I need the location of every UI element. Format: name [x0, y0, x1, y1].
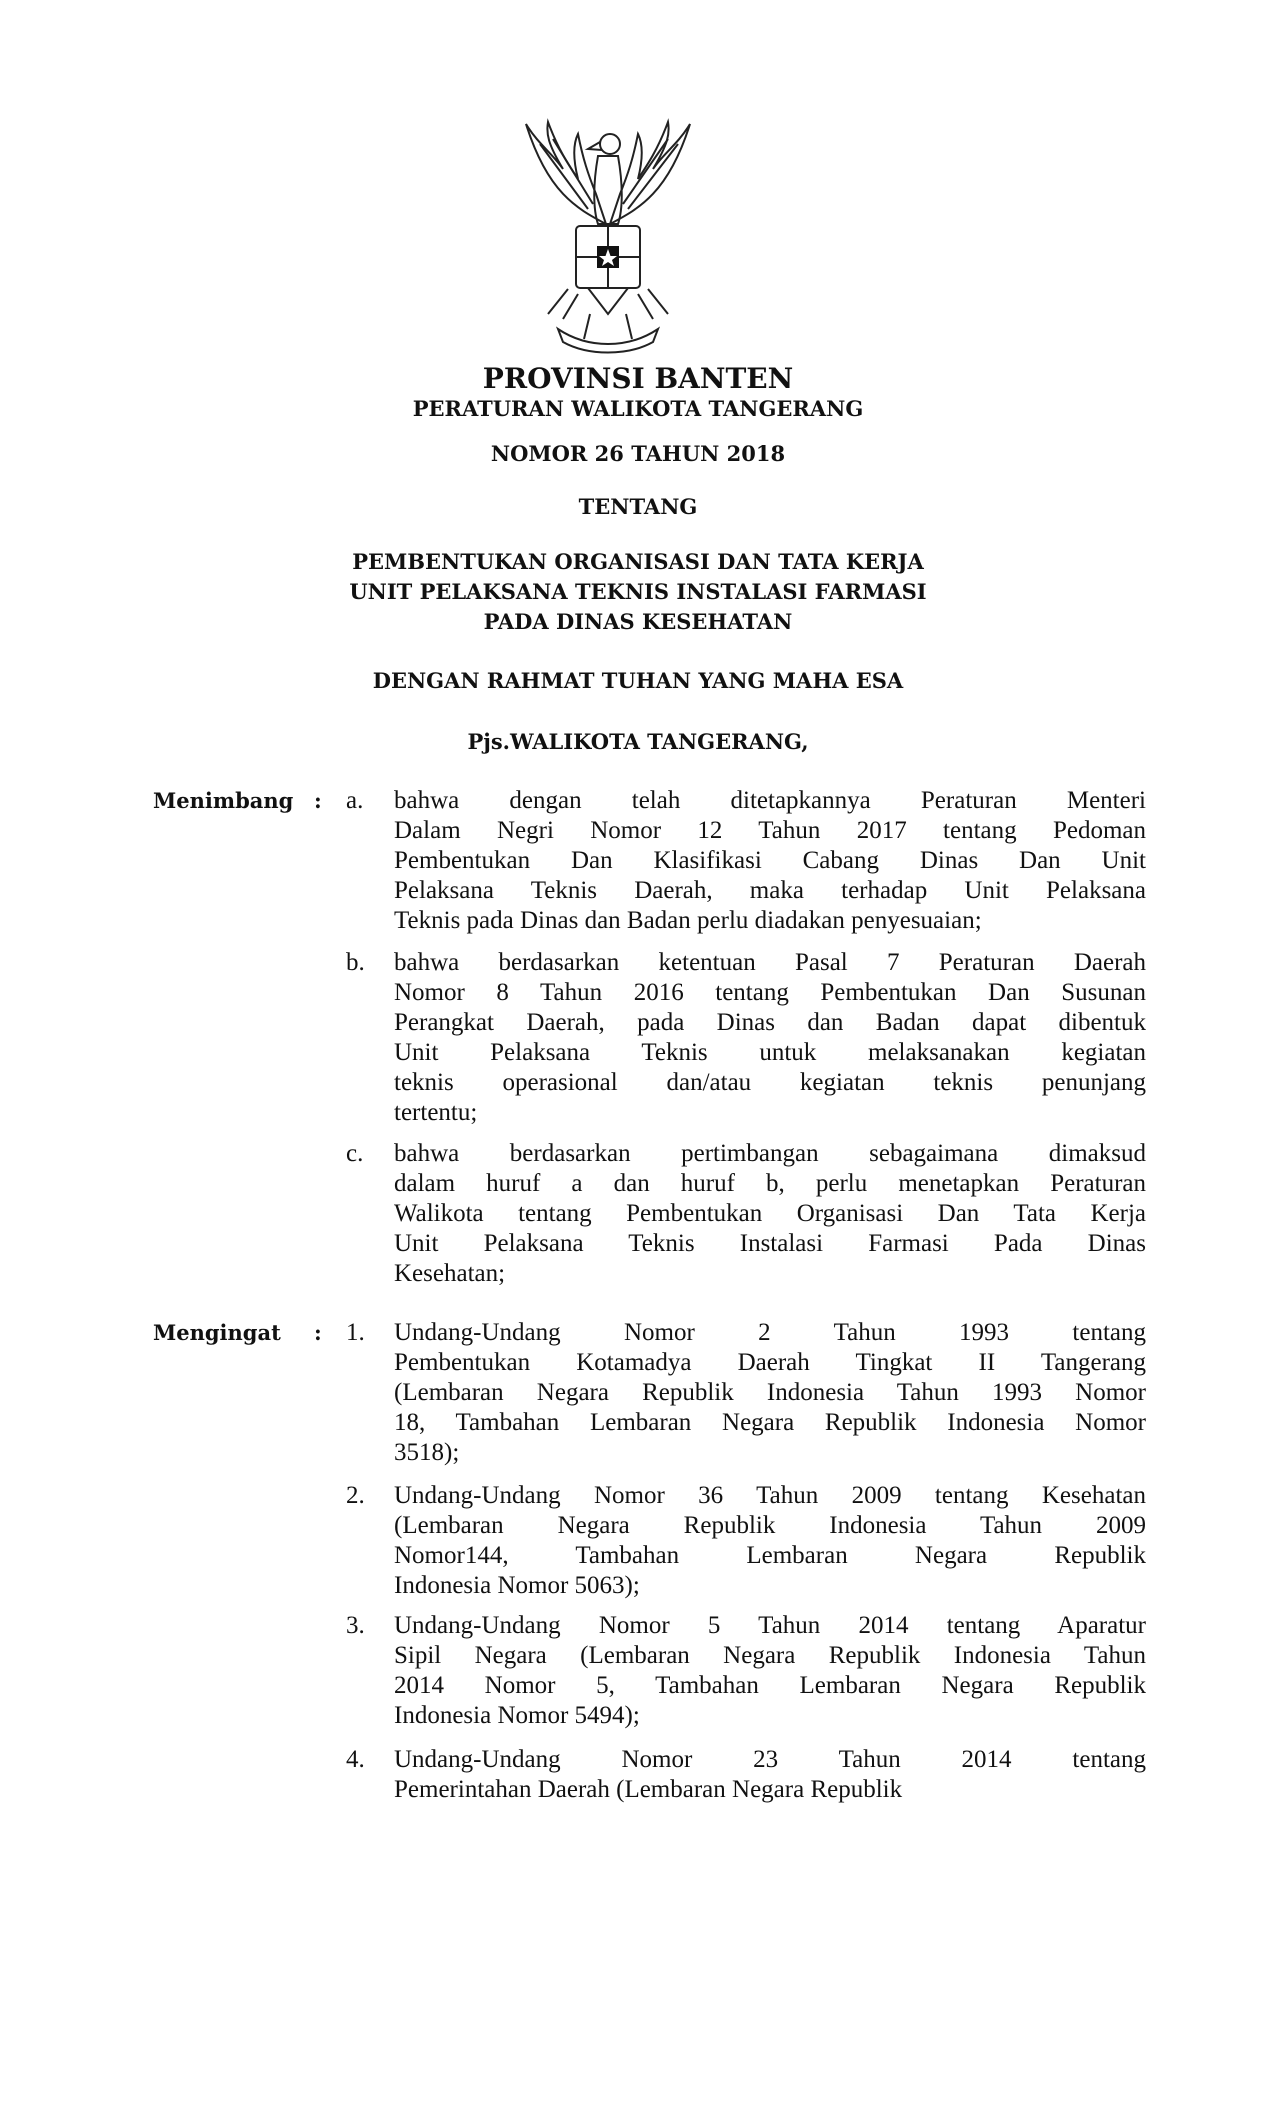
menimbang-colon: : — [314, 788, 322, 813]
menimbang-label: Menimbang — [153, 788, 294, 813]
title-line: PADA DINAS KESEHATAN — [483, 609, 793, 634]
item-text-line: Undang-Undang Nomor 23 Tahun 2014 tentang — [394, 1746, 1146, 1773]
item-text-line: Sipil Negara (Lembaran Negara Republik Indonesia Tahun — [394, 1642, 1146, 1669]
item-text-line: Pembentukan Kotamadya Daerah Tingkat II Tangerang — [394, 1349, 1146, 1376]
item-text-line: Pelaksana Teknis Daerah, maka terhadap Unit Pelaksana — [394, 877, 1146, 904]
regulation-number: NOMOR 26 TAHUN 2018 — [490, 441, 786, 466]
regulation-heading: PERATURAN WALIKOTA TANGERANG — [412, 396, 864, 421]
item-text-line: Indonesia Nomor 5494); — [394, 1702, 640, 1729]
item-marker: 4. — [346, 1746, 365, 1773]
item-text-line: 3518); — [394, 1439, 460, 1466]
item-marker: a. — [346, 787, 364, 814]
item-text-line: Undang-Undang Nomor 2 Tahun 1993 tentang — [394, 1319, 1146, 1346]
mengingat-label: Mengingat — [153, 1320, 281, 1345]
item-marker: c. — [346, 1140, 364, 1167]
item-text-line: (Lembaran Negara Republik Indonesia Tahun 2009 — [394, 1512, 1146, 1539]
item-text-line: Indonesia Nomor 5063); — [394, 1572, 640, 1599]
item-text-line: tertentu; — [394, 1099, 478, 1126]
item-text-line: (Lembaran Negara Republik Indonesia Tahun 1993 Nomor — [394, 1379, 1146, 1406]
item-text-line: bahwa berdasarkan ketentuan Pasal 7 Peraturan Daerah — [394, 949, 1146, 976]
item-text-line: Dalam Negri Nomor 12 Tahun 2017 tentang Pedoman — [394, 817, 1146, 844]
official-title: Pjs.WALIKOTA TANGERANG, — [467, 729, 809, 754]
title-line: UNIT PELAKSANA TEKNIS INSTALASI FARMASI — [349, 579, 927, 604]
item-text-line: 18, Tambahan Lembaran Negara Republik Indonesia Nomor — [394, 1409, 1146, 1436]
item-text-line: Nomor144, Tambahan Lembaran Negara Republik — [394, 1542, 1146, 1569]
item-text-line: Nomor 8 Tahun 2016 tentang Pembentukan Dan Susunan — [394, 979, 1146, 1006]
item-text-line: bahwa berdasarkan pertimbangan sebagaimana dimaksud — [394, 1140, 1146, 1167]
item-marker: 2. — [346, 1482, 365, 1509]
item-marker: b. — [346, 949, 365, 976]
item-text-line: Undang-Undang Nomor 5 Tahun 2014 tentang Aparatur — [394, 1612, 1146, 1639]
item-marker: 1. — [346, 1319, 365, 1346]
item-text-line: Walikota tentang Pembentukan Organisasi Dan Tata Kerja — [394, 1200, 1146, 1227]
item-text-line: teknis operasional dan/atau kegiatan teknis penunjang — [394, 1069, 1146, 1096]
blessing-line: DENGAN RAHMAT TUHAN YANG MAHA ESA — [372, 668, 904, 693]
title-line: PEMBENTUKAN ORGANISASI DAN TATA KERJA — [352, 549, 924, 574]
garuda-emblem-icon — [518, 114, 698, 359]
item-text-line: dalam huruf a dan huruf b, perlu menetapkan Peraturan — [394, 1170, 1146, 1197]
garuda-emblem — [518, 114, 698, 359]
item-text-line: Pemerintahan Daerah (Lembaran Negara Republik — [394, 1776, 903, 1803]
item-text-line: 2014 Nomor 5, Tambahan Lembaran Negara Republik — [394, 1672, 1146, 1699]
regulation-title — [0, 547, 1276, 637]
item-text-line: Unit Pelaksana Teknis Instalasi Farmasi Pada Dinas — [394, 1230, 1146, 1257]
item-text-line: Undang-Undang Nomor 36 Tahun 2009 tentang Kesehatan — [394, 1482, 1146, 1509]
item-marker: 3. — [346, 1612, 365, 1639]
item-text-line: Perangkat Daerah, pada Dinas dan Badan dapat dibentuk — [394, 1009, 1146, 1036]
item-text-line: Unit Pelaksana Teknis untuk melaksanakan kegiatan — [394, 1039, 1146, 1066]
item-text-line: Teknis pada Dinas dan Badan perlu diadakan penyesuaian; — [394, 907, 982, 934]
about-heading: TENTANG — [578, 494, 698, 519]
item-text-line: Kesehatan; — [394, 1260, 506, 1287]
item-text-line: Pembentukan Dan Klasifikasi Cabang Dinas Dan Unit — [394, 847, 1146, 874]
province-heading: PROVINSI BANTEN — [482, 362, 794, 395]
item-text-line: bahwa dengan telah ditetapkannya Peraturan Menteri — [394, 787, 1146, 814]
mengingat-colon: : — [314, 1320, 322, 1345]
